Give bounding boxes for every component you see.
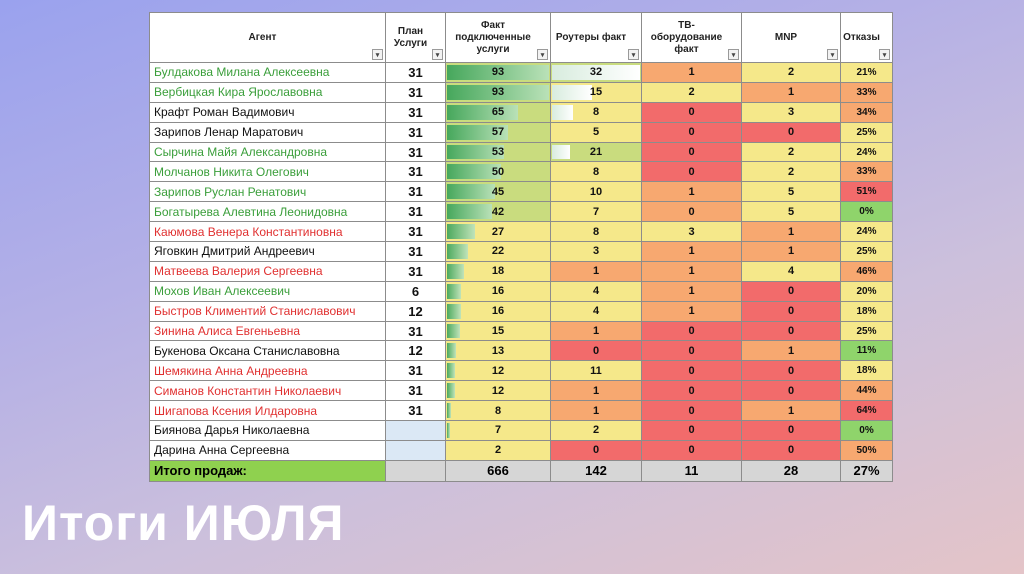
plan-value[interactable]: 31 [386, 122, 446, 142]
routers-value[interactable]: 5 [551, 122, 642, 142]
data-bar [447, 383, 455, 398]
mnp-value[interactable]: 1 [742, 401, 841, 421]
table-row[interactable] [150, 222, 893, 242]
plan-value[interactable]: 31 [386, 63, 446, 83]
plan-value[interactable]: 31 [386, 202, 446, 222]
plan-value[interactable]: 31 [386, 222, 446, 242]
total-label: Итого продаж: [150, 460, 386, 481]
plan-value[interactable]: 12 [386, 301, 446, 321]
table-row[interactable] [150, 401, 893, 421]
refusals-value[interactable]: 11% [841, 341, 893, 361]
agent-name[interactable]: Букенова Оксана Станиславовна [150, 341, 386, 361]
total-tv: 11 [642, 460, 742, 481]
tv-value[interactable]: 1 [642, 301, 742, 321]
refusals-value[interactable]: 18% [841, 301, 893, 321]
fact-value[interactable]: 57 [446, 122, 551, 142]
fact-value[interactable]: 15 [446, 321, 551, 341]
tv-value[interactable]: 1 [642, 63, 742, 83]
refusals-value[interactable]: 21% [841, 63, 893, 83]
fact-value[interactable]: 45 [446, 182, 551, 202]
mnp-value[interactable]: 2 [742, 142, 841, 162]
agent-name[interactable]: Богатырева Алевтина Леонидовна [150, 202, 386, 222]
data-bar [447, 204, 492, 219]
routers-value[interactable]: 4 [551, 301, 642, 321]
tv-value[interactable]: 0 [642, 102, 742, 122]
routers-value[interactable]: 7 [551, 202, 642, 222]
tv-value[interactable]: 0 [642, 321, 742, 341]
tv-value[interactable]: 0 [642, 162, 742, 182]
table-row[interactable] [150, 361, 893, 381]
table-row[interactable] [150, 202, 893, 222]
refusals-value[interactable]: 25% [841, 242, 893, 262]
table-row[interactable] [150, 162, 893, 182]
refusals-value[interactable]: 50% [841, 440, 893, 460]
refusals-value[interactable]: 20% [841, 281, 893, 301]
agent-name[interactable]: Сырчина Майя Александровна [150, 142, 386, 162]
plan-value[interactable]: 31 [386, 82, 446, 102]
table-row[interactable] [150, 82, 893, 102]
refusals-value[interactable]: 46% [841, 261, 893, 281]
routers-value[interactable]: 1 [551, 401, 642, 421]
header-mnp: MNP ▾ [742, 13, 841, 63]
routers-value[interactable]: 1 [551, 381, 642, 401]
table-row[interactable] [150, 301, 893, 321]
data-bar [552, 105, 573, 120]
header-routers: Роутеры факт ▾ [551, 13, 642, 63]
tv-value[interactable]: 1 [642, 281, 742, 301]
data-bar [447, 284, 461, 299]
total-routers: 142 [551, 460, 642, 481]
data-bar [447, 184, 495, 199]
tv-value[interactable]: 0 [642, 401, 742, 421]
agent-name[interactable]: Молчанов Никита Олегович [150, 162, 386, 182]
agent-name[interactable]: Каюмова Венера Константиновна [150, 222, 386, 242]
mnp-value[interactable]: 0 [742, 321, 841, 341]
mnp-value[interactable]: 0 [742, 421, 841, 441]
fact-value[interactable]: 2 [446, 440, 551, 460]
tv-value[interactable]: 1 [642, 242, 742, 262]
mnp-value[interactable]: 2 [742, 63, 841, 83]
filter-dropdown-icon[interactable]: ▾ [628, 49, 639, 60]
plan-value[interactable]: 31 [386, 401, 446, 421]
plan-value[interactable]: 31 [386, 182, 446, 202]
agent-name[interactable]: Быстров Климентий Станиславович [150, 301, 386, 321]
fact-value[interactable]: 65 [446, 102, 551, 122]
tv-value[interactable]: 3 [642, 222, 742, 242]
total-refusals: 27% [841, 460, 893, 481]
tv-value[interactable]: 0 [642, 142, 742, 162]
refusals-value[interactable]: 24% [841, 222, 893, 242]
total-mnp: 28 [742, 460, 841, 481]
table-body [150, 63, 893, 461]
table-row[interactable] [150, 142, 893, 162]
plan-value[interactable]: 6 [386, 281, 446, 301]
mnp-value[interactable]: 0 [742, 381, 841, 401]
data-bar [447, 324, 460, 339]
routers-value[interactable]: 8 [551, 102, 642, 122]
table-row[interactable] [150, 102, 893, 122]
fact-value[interactable]: 42 [446, 202, 551, 222]
mnp-value[interactable]: 0 [742, 281, 841, 301]
data-bar [447, 363, 455, 378]
refusals-value[interactable]: 24% [841, 142, 893, 162]
plan-value[interactable]: 12 [386, 341, 446, 361]
agent-name[interactable]: Симанов Константин Николаевич [150, 381, 386, 401]
mnp-value[interactable]: 2 [742, 162, 841, 182]
data-bar [447, 423, 450, 438]
header-fact: Факт подключенные услуги ▾ [446, 13, 551, 63]
mnp-value[interactable]: 3 [742, 102, 841, 122]
routers-value[interactable]: 4 [551, 281, 642, 301]
data-bar [552, 85, 592, 100]
routers-value[interactable]: 2 [551, 421, 642, 441]
agent-name[interactable]: Зарипов Ленар Маратович [150, 122, 386, 142]
fact-value[interactable]: 53 [446, 142, 551, 162]
fact-value[interactable]: 12 [446, 381, 551, 401]
fact-value[interactable]: 8 [446, 401, 551, 421]
agent-name[interactable]: Булдакова Милана Алексеевна [150, 63, 386, 83]
tv-value[interactable]: 0 [642, 421, 742, 441]
mnp-value[interactable]: 1 [742, 341, 841, 361]
tv-value[interactable]: 2 [642, 82, 742, 102]
data-bar [447, 304, 461, 319]
routers-value[interactable]: 0 [551, 341, 642, 361]
plan-value[interactable] [386, 421, 446, 441]
table-row[interactable] [150, 281, 893, 301]
data-bar [447, 264, 464, 279]
routers-value[interactable]: 1 [551, 321, 642, 341]
fact-value[interactable]: 27 [446, 222, 551, 242]
table-row[interactable] [150, 421, 893, 441]
agent-name[interactable]: Крафт Роман Вадимович [150, 102, 386, 122]
mnp-value[interactable]: 1 [742, 82, 841, 102]
header-row [150, 13, 893, 63]
agent-name[interactable]: Дарина Анна Сергеевна [150, 440, 386, 460]
refusals-value[interactable]: 33% [841, 82, 893, 102]
mnp-value[interactable]: 0 [742, 301, 841, 321]
filter-dropdown-icon[interactable]: ▾ [537, 49, 548, 60]
sales-table [149, 12, 893, 482]
mnp-value[interactable]: 0 [742, 122, 841, 142]
routers-value[interactable]: 21 [551, 142, 642, 162]
mnp-value[interactable]: 5 [742, 202, 841, 222]
header-plan: План Услуги ▾ [386, 13, 446, 63]
mnp-value[interactable]: 1 [742, 222, 841, 242]
tv-value[interactable]: 0 [642, 361, 742, 381]
routers-value[interactable]: 11 [551, 361, 642, 381]
plan-value[interactable]: 31 [386, 102, 446, 122]
agent-name[interactable]: Зарипов Руслан Ренатович [150, 182, 386, 202]
table-row[interactable] [150, 261, 893, 281]
routers-value[interactable]: 32 [551, 63, 642, 83]
filter-dropdown-icon[interactable]: ▾ [879, 49, 890, 60]
fact-value[interactable]: 93 [446, 82, 551, 102]
fact-value[interactable]: 50 [446, 162, 551, 182]
table-row[interactable] [150, 182, 893, 202]
refusals-value[interactable]: 51% [841, 182, 893, 202]
agent-name[interactable]: Шемякина Анна Андреевна [150, 361, 386, 381]
fact-value[interactable]: 12 [446, 361, 551, 381]
routers-value[interactable]: 15 [551, 82, 642, 102]
mnp-value[interactable]: 5 [742, 182, 841, 202]
plan-value[interactable]: 31 [386, 261, 446, 281]
data-bar [447, 224, 475, 239]
routers-value[interactable]: 1 [551, 261, 642, 281]
data-bar [447, 403, 451, 418]
table-row[interactable] [150, 381, 893, 401]
total-fact: 666 [446, 460, 551, 481]
fact-value[interactable]: 18 [446, 261, 551, 281]
slide-title: Итоги ИЮЛЯ [22, 495, 345, 551]
filter-dropdown-icon[interactable]: ▾ [372, 49, 383, 60]
fact-value[interactable]: 16 [446, 301, 551, 321]
total-row [150, 460, 893, 481]
refusals-value[interactable]: 25% [841, 321, 893, 341]
header-agent: Агент ▾ [150, 13, 386, 63]
agent-name[interactable]: Зинина Алиса Евгеньевна [150, 321, 386, 341]
fact-value[interactable]: 22 [446, 242, 551, 262]
plan-value[interactable]: 31 [386, 142, 446, 162]
table-row[interactable] [150, 341, 893, 361]
agent-name[interactable]: Яговкин Дмитрий Андреевич [150, 242, 386, 262]
filter-dropdown-icon[interactable]: ▾ [728, 49, 739, 60]
plan-value[interactable]: 31 [386, 361, 446, 381]
data-bar [552, 145, 570, 160]
mnp-value[interactable]: 4 [742, 261, 841, 281]
table-row[interactable] [150, 63, 893, 83]
plan-value[interactable] [386, 440, 446, 460]
tv-value[interactable]: 0 [642, 122, 742, 142]
data-bar [447, 244, 468, 259]
mnp-value[interactable]: 0 [742, 440, 841, 460]
routers-value[interactable]: 0 [551, 440, 642, 460]
agent-name[interactable]: Матвеева Валерия Сергеевна [150, 261, 386, 281]
agent-name[interactable]: Биянова Дарья Николаевна [150, 421, 386, 441]
refusals-value[interactable]: 64% [841, 401, 893, 421]
plan-value[interactable]: 31 [386, 242, 446, 262]
table-row[interactable] [150, 440, 893, 460]
routers-value[interactable]: 8 [551, 222, 642, 242]
refusals-value[interactable]: 33% [841, 162, 893, 182]
table-row[interactable] [150, 122, 893, 142]
data-bar [447, 343, 456, 358]
table-row[interactable] [150, 321, 893, 341]
refusals-value[interactable]: 44% [841, 381, 893, 401]
total-plan [386, 460, 446, 481]
tv-value[interactable]: 0 [642, 341, 742, 361]
routers-value[interactable]: 10 [551, 182, 642, 202]
routers-value[interactable]: 8 [551, 162, 642, 182]
routers-value[interactable]: 3 [551, 242, 642, 262]
sales-table-sheet [149, 12, 892, 482]
fact-value[interactable]: 16 [446, 281, 551, 301]
fact-value[interactable]: 93 [446, 63, 551, 83]
agent-name[interactable]: Вербицкая Кира Ярославовна [150, 82, 386, 102]
tv-value[interactable]: 0 [642, 440, 742, 460]
filter-dropdown-icon[interactable]: ▾ [432, 49, 443, 60]
agent-name[interactable]: Мохов Иван Алексеевич [150, 281, 386, 301]
refusals-value[interactable]: 0% [841, 202, 893, 222]
plan-value[interactable]: 31 [386, 321, 446, 341]
tv-value[interactable]: 1 [642, 182, 742, 202]
refusals-value[interactable]: 25% [841, 122, 893, 142]
filter-dropdown-icon[interactable]: ▾ [827, 49, 838, 60]
fact-value[interactable]: 7 [446, 421, 551, 441]
header-refusals: Отказы ▾ [841, 13, 893, 63]
refusals-value[interactable]: 18% [841, 361, 893, 381]
mnp-value[interactable]: 0 [742, 361, 841, 381]
refusals-value[interactable]: 0% [841, 421, 893, 441]
header-tv: ТВ-оборудование факт ▾ [642, 13, 742, 63]
tv-value[interactable]: 1 [642, 261, 742, 281]
tv-value[interactable]: 0 [642, 202, 742, 222]
tv-value[interactable]: 0 [642, 381, 742, 401]
agent-name[interactable]: Шигапова Ксения Илдаровна [150, 401, 386, 421]
refusals-value[interactable]: 34% [841, 102, 893, 122]
plan-value[interactable]: 31 [386, 162, 446, 182]
mnp-value[interactable]: 1 [742, 242, 841, 262]
plan-value[interactable]: 31 [386, 381, 446, 401]
fact-value[interactable]: 13 [446, 341, 551, 361]
table-row[interactable] [150, 242, 893, 262]
data-bar [447, 105, 518, 120]
